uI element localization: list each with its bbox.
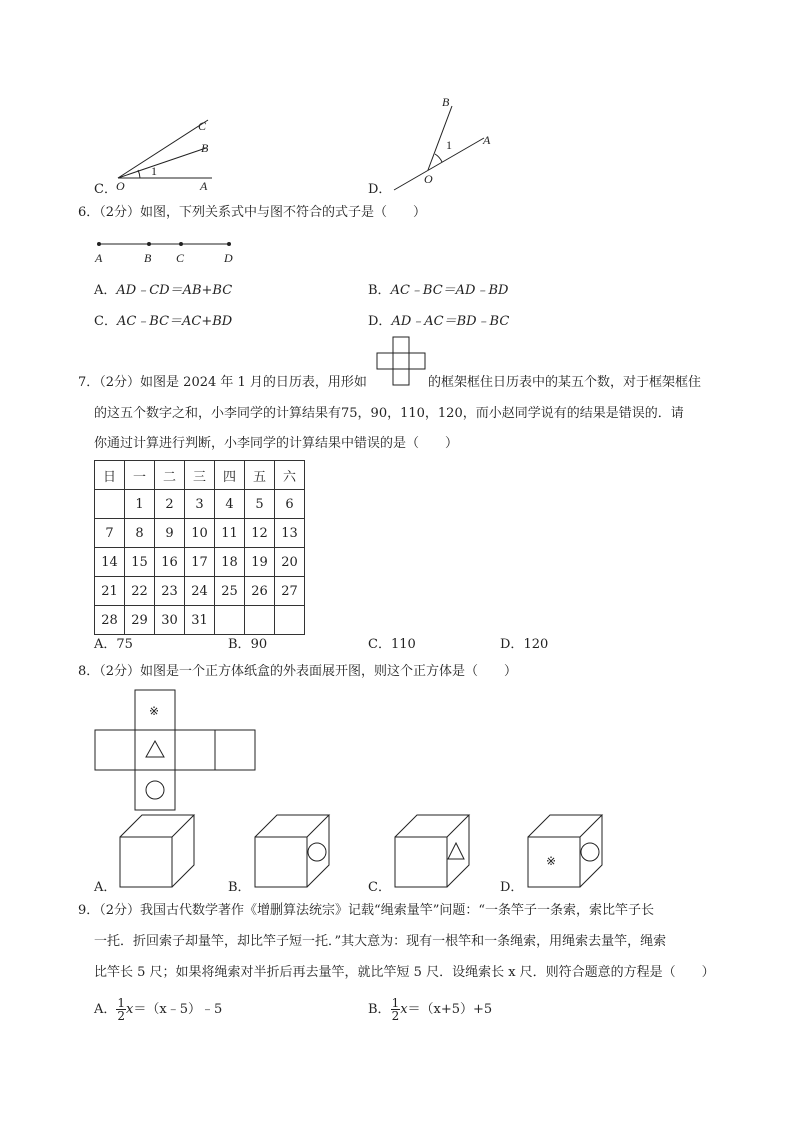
calendar-cell: 1 [125,490,155,519]
q7-option-c: C．110 [368,637,416,652]
calendar-cell: 24 [185,577,215,606]
calendar-cell: 31 [185,606,215,635]
q7-line-2: 的这五个数字之和，小李同学的计算结果有75，90，110，120，而小赵同学说有的结果是错误的．请 [94,406,684,421]
calendar-cell: 8 [125,519,155,548]
calendar-cell: 6 [275,490,305,519]
q5d-angle-1: 1 [446,138,452,152]
q6-stem: 6．（2分）如图，下列关系式中与图不符合的式子是（ ） [78,205,427,220]
q7-option-a: A．75 [94,637,133,652]
calendar-cell: 22 [125,577,155,606]
cube-d-symbol: ※ [546,854,557,868]
calendar-header: 二 [155,461,185,490]
calendar-cell: 28 [95,606,125,635]
cube-option-a [118,813,198,889]
q5d-label-b: B [442,95,450,109]
cube-option-b [253,813,333,889]
q8-stem: 8．（2分）如图是一个正方体纸盒的外表面展开图，则这个正方体是（ ） [78,664,518,679]
q8-option-a-letter: A． [94,880,117,895]
calendar-cell: 30 [155,606,185,635]
calendar-cell: 29 [125,606,155,635]
calendar-header: 一 [125,461,155,490]
q9-option-a: A． $\frac{1}{2}$ x＝（x﹣5）﹣5 [94,996,223,1023]
calendar-header-row [95,461,305,490]
q6-line-figure [94,236,244,266]
q7-line-3: 你通过计算进行判断，小李同学的计算结果中错误的是（ ） [94,436,459,451]
calendar-cell: 18 [215,548,245,577]
calendar-row [95,548,305,577]
calendar-header: 三 [185,461,215,490]
calendar-cell: 26 [245,577,275,606]
calendar-cell: 17 [185,548,215,577]
q9-line-2: 一托．折回索子却量竿，却比竿子短一托．”其大意为：现有一根竿和一条绳索，用绳索去量竿，绳索 [94,934,667,949]
calendar-cell: 16 [155,548,185,577]
q6-option-a: A．AD﹣CD＝AB+BC [94,283,233,298]
q5d-label-a: A [483,133,491,147]
calendar-cell: 13 [275,519,305,548]
calendar-cell: 23 [155,577,185,606]
calendar-cell: 11 [215,519,245,548]
q6-point-b: B [144,251,152,265]
q7-option-d: D．120 [500,637,549,652]
calendar-table [94,460,305,635]
q7-stem-a: 7．（2分）如图是 2024 年 1 月的日历表，用形如 [78,375,367,390]
q7-cross-frame-icon [376,336,428,388]
q6-option-b: B．AC﹣BC＝AD﹣BD [368,283,509,298]
q9-line-3: 比竿长 5 尺；如果将绳索对半折后再去量竿，就比竿短 5 尺．设绳索长 x 尺．则符合题意的方程是（ ） [94,965,715,980]
calendar-cell: 4 [215,490,245,519]
calendar-header: 日 [95,461,125,490]
q5-option-c-letter: C． [94,182,117,197]
calendar-row [95,490,305,519]
calendar-header: 四 [215,461,245,490]
cube-option-d [526,813,606,889]
q6-point-a: A [95,251,103,265]
q5c-label-o: O [116,179,125,193]
q9-line-1: 9．（2分）我国古代数学著作《增删算法统宗》记载“绳索量竿”问题：“一条竿子一条索，索比竿子长 [78,903,654,918]
calendar-cell: 3 [185,490,215,519]
q6-point-d: D [224,251,233,265]
calendar-cell [275,606,305,635]
q6-option-d: D．AD﹣AC＝BD﹣BC [368,314,510,329]
q8-option-b-letter: B． [228,880,251,895]
q7-stem-b: 的框架框住日历表中的某五个数，对于框架框住 [428,375,702,390]
q5c-angle-1: 1 [151,164,157,178]
q8-option-d-letter: D． [500,880,524,895]
calendar-cell: 21 [95,577,125,606]
calendar-row [95,519,305,548]
calendar-cell: 15 [125,548,155,577]
calendar-row [95,577,305,606]
calendar-header: 六 [275,461,305,490]
calendar-cell: 19 [245,548,275,577]
calendar-row [95,606,305,635]
calendar-cell: 12 [245,519,275,548]
q5c-label-b: B [201,141,209,155]
q5c-label-c: C [198,119,207,133]
q5-option-c-figure [110,112,220,193]
net-symbol: ※ [149,704,160,718]
q5c-label-a: A [200,179,208,193]
q5-option-d-letter: D． [368,182,392,197]
calendar-header: 五 [245,461,275,490]
calendar-cell [95,490,125,519]
calendar-cell: 14 [95,548,125,577]
calendar-cell: 20 [275,548,305,577]
calendar-cell: 7 [95,519,125,548]
q9-option-b: B． $\frac{1}{2}$ x＝（x+5）+5 [368,996,493,1023]
cube-option-c [393,813,473,889]
q6-point-c: C [176,251,185,265]
calendar-cell: 9 [155,519,185,548]
calendar-cell [215,606,245,635]
q7-option-b: B．90 [228,637,268,652]
q8-option-c-letter: C． [368,880,391,895]
cube-net-figure [94,689,258,813]
calendar-cell: 10 [185,519,215,548]
fraction: $\frac{1}{2}$ [391,996,400,1023]
calendar-cell [245,606,275,635]
fraction: $\frac{1}{2}$ [117,996,126,1023]
calendar-cell: 5 [245,490,275,519]
calendar-cell: 27 [275,577,305,606]
q5-option-d-figure [390,94,510,194]
q6-option-c: C．AC﹣BC＝AC+BD [94,314,233,329]
q5d-label-o: O [424,172,433,186]
calendar-cell: 25 [215,577,245,606]
calendar-cell: 2 [155,490,185,519]
